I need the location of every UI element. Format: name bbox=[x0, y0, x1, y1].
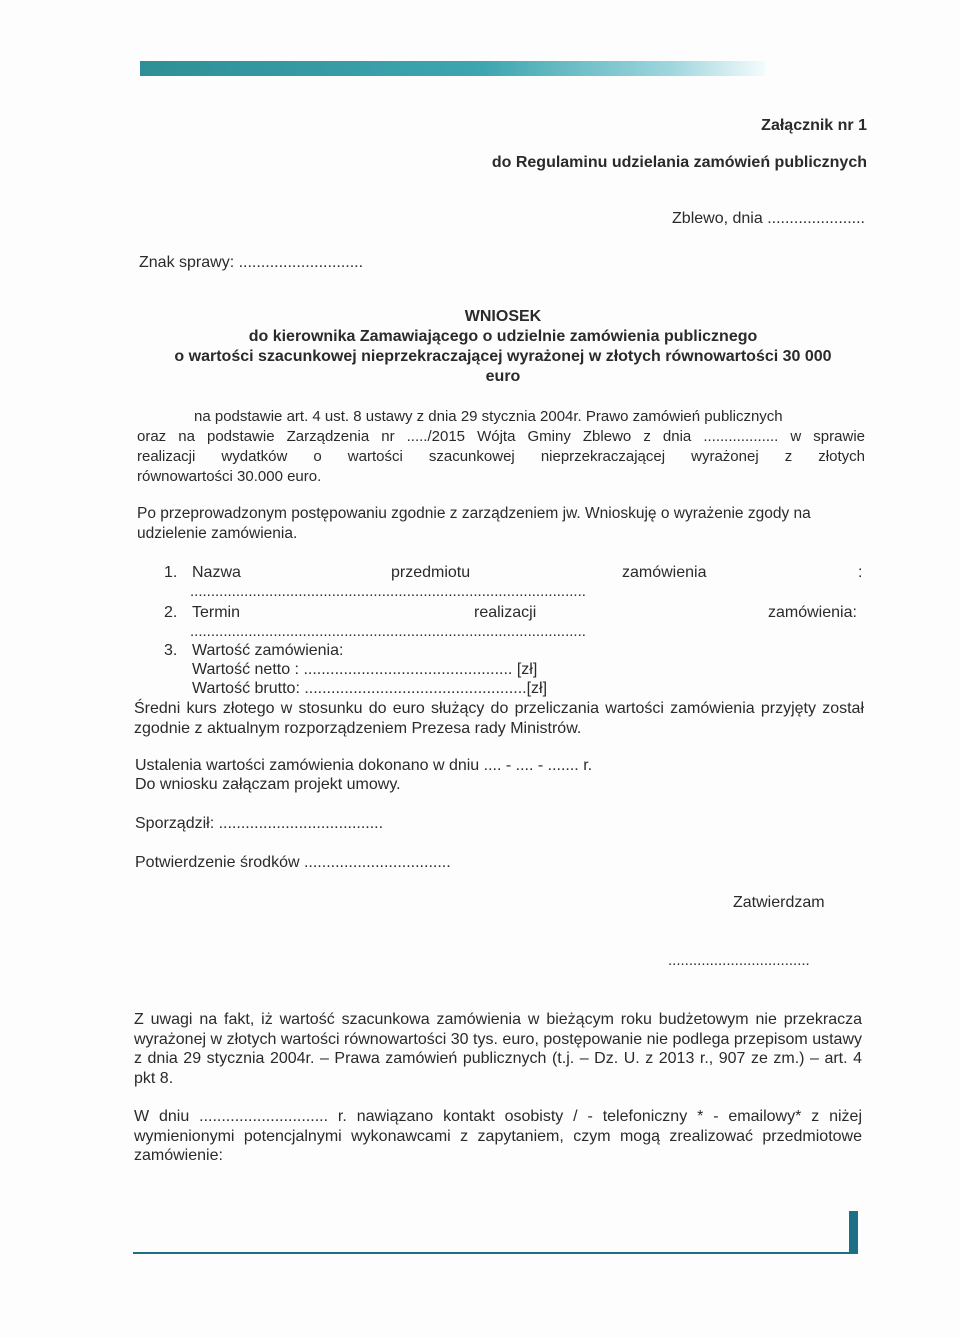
net-value-field: Wartość netto : ............................................... [zł] bbox=[192, 661, 538, 678]
approve-signature-line: .................................. bbox=[668, 952, 810, 969]
intro-line-2: oraz na podstawie Zarządzenia nr ...../2015 Wójta Gminy Zblewo z dnia .................. w sprawie bbox=[137, 428, 865, 445]
intro-line-3: realizacji wydatków o wartości szacunkowej nieprzekraczającej wyrażonej z złotych bbox=[137, 448, 865, 465]
intro-line-1: na podstawie art. 4 ust. 8 ustawy z dnia 29 stycznia 2004r. Prawo zamówień publicznych bbox=[194, 408, 783, 425]
item-2-number: 2. bbox=[164, 604, 178, 621]
item-3-number: 3. bbox=[164, 642, 178, 659]
title-line-3: o wartości szacunkowej nieprzekraczającej wyrażonej w złotych równowartości 30 000 bbox=[174, 348, 832, 365]
item-2-word-b: realizacji bbox=[474, 604, 537, 621]
place-date: Zblewo, dnia ...................... bbox=[672, 210, 865, 227]
item-1-fill-line: ............................................................................................... bbox=[190, 583, 586, 600]
title-line-4: euro bbox=[485, 368, 521, 385]
item-1-word-a: Nazwa bbox=[192, 564, 241, 581]
document-title bbox=[130, 307, 876, 387]
title-line-2: do kierownika Zamawiającego o udzielnie zamówienia publicznego bbox=[248, 328, 758, 345]
funds-confirmation: Potwierdzenie środków ................................. bbox=[135, 854, 451, 871]
exemption-note: Z uwagi na fakt, iż wartość szacunkowa zamówienia w bieżącym roku budżetowym nie przekracza wyrażonej w złotych wartości równowartości 30 tys. euro, postępowanie nie podlega przepisom ustawy z dnia 29 stycznia 2004r. – Prawa zamówień publicznych (t.j. – Dz. U. z 2013 r., 907 ze zm.) – art. 4 pkt 8. bbox=[134, 1011, 862, 1087]
prepared-by: Sporządził: ..................................... bbox=[135, 815, 384, 832]
item-3-label: Wartość zamówienia: bbox=[192, 642, 344, 659]
item-2-fill-line: ............................................................................................... bbox=[190, 623, 586, 640]
item-2-word-c: zamówienia: bbox=[768, 604, 857, 621]
exchange-rate-note: Średni kurs złotego w stosunku do euro służący do przeliczania wartości zamówienia przyjęty został zgodnie z aktualnym rozporządzeniem Prezesa rady Ministrów. bbox=[134, 700, 864, 737]
attachment-note: Do wniosku załączam projekt umowy. bbox=[135, 776, 401, 793]
item-2-word-a: Termin bbox=[192, 604, 241, 621]
item-1-word-b: przedmiotu bbox=[391, 564, 471, 581]
regulation-reference: do Regulaminu udzielania zamówień publicznych bbox=[491, 154, 867, 171]
intro-paragraph bbox=[137, 407, 865, 487]
item-1-word-c: zamówienia bbox=[622, 564, 707, 581]
item-1-colon: : bbox=[858, 564, 863, 581]
case-reference: Znak sprawy: ............................ bbox=[139, 254, 364, 271]
request-paragraph: Po przeprowadzonym postępowaniu zgodnie z zarządzeniem jw. Wnioskuję o wyrażenie zgody na udzielenie zamówienia. bbox=[137, 505, 811, 542]
gross-value-field: Wartość brutto: ..................................................[zł] bbox=[192, 680, 548, 697]
footer-rule bbox=[133, 1252, 858, 1254]
title-line-1: WNIOSEK bbox=[464, 308, 542, 325]
footer-mark bbox=[849, 1211, 858, 1254]
approve-label: Zatwierdzam bbox=[733, 894, 825, 911]
attachment-label: Załącznik nr 1 bbox=[761, 117, 867, 134]
contact-note: W dniu ............................. r. nawiązano kontakt osobisty / - telefoniczny * - emailowy* z niżej wymienionymi potencjalnymi wykonawcami z zapytaniem, czym mogą zrealizować przedmiotowe zamówienie: bbox=[134, 1108, 862, 1164]
item-1-number: 1. bbox=[164, 564, 178, 581]
header-color-bar bbox=[140, 61, 765, 76]
valuation-date: Ustalenia wartości zamówienia dokonano w dniu .... - .... - ....... r. bbox=[135, 757, 593, 774]
intro-line-4: równowartości 30.000 euro. bbox=[137, 468, 322, 485]
